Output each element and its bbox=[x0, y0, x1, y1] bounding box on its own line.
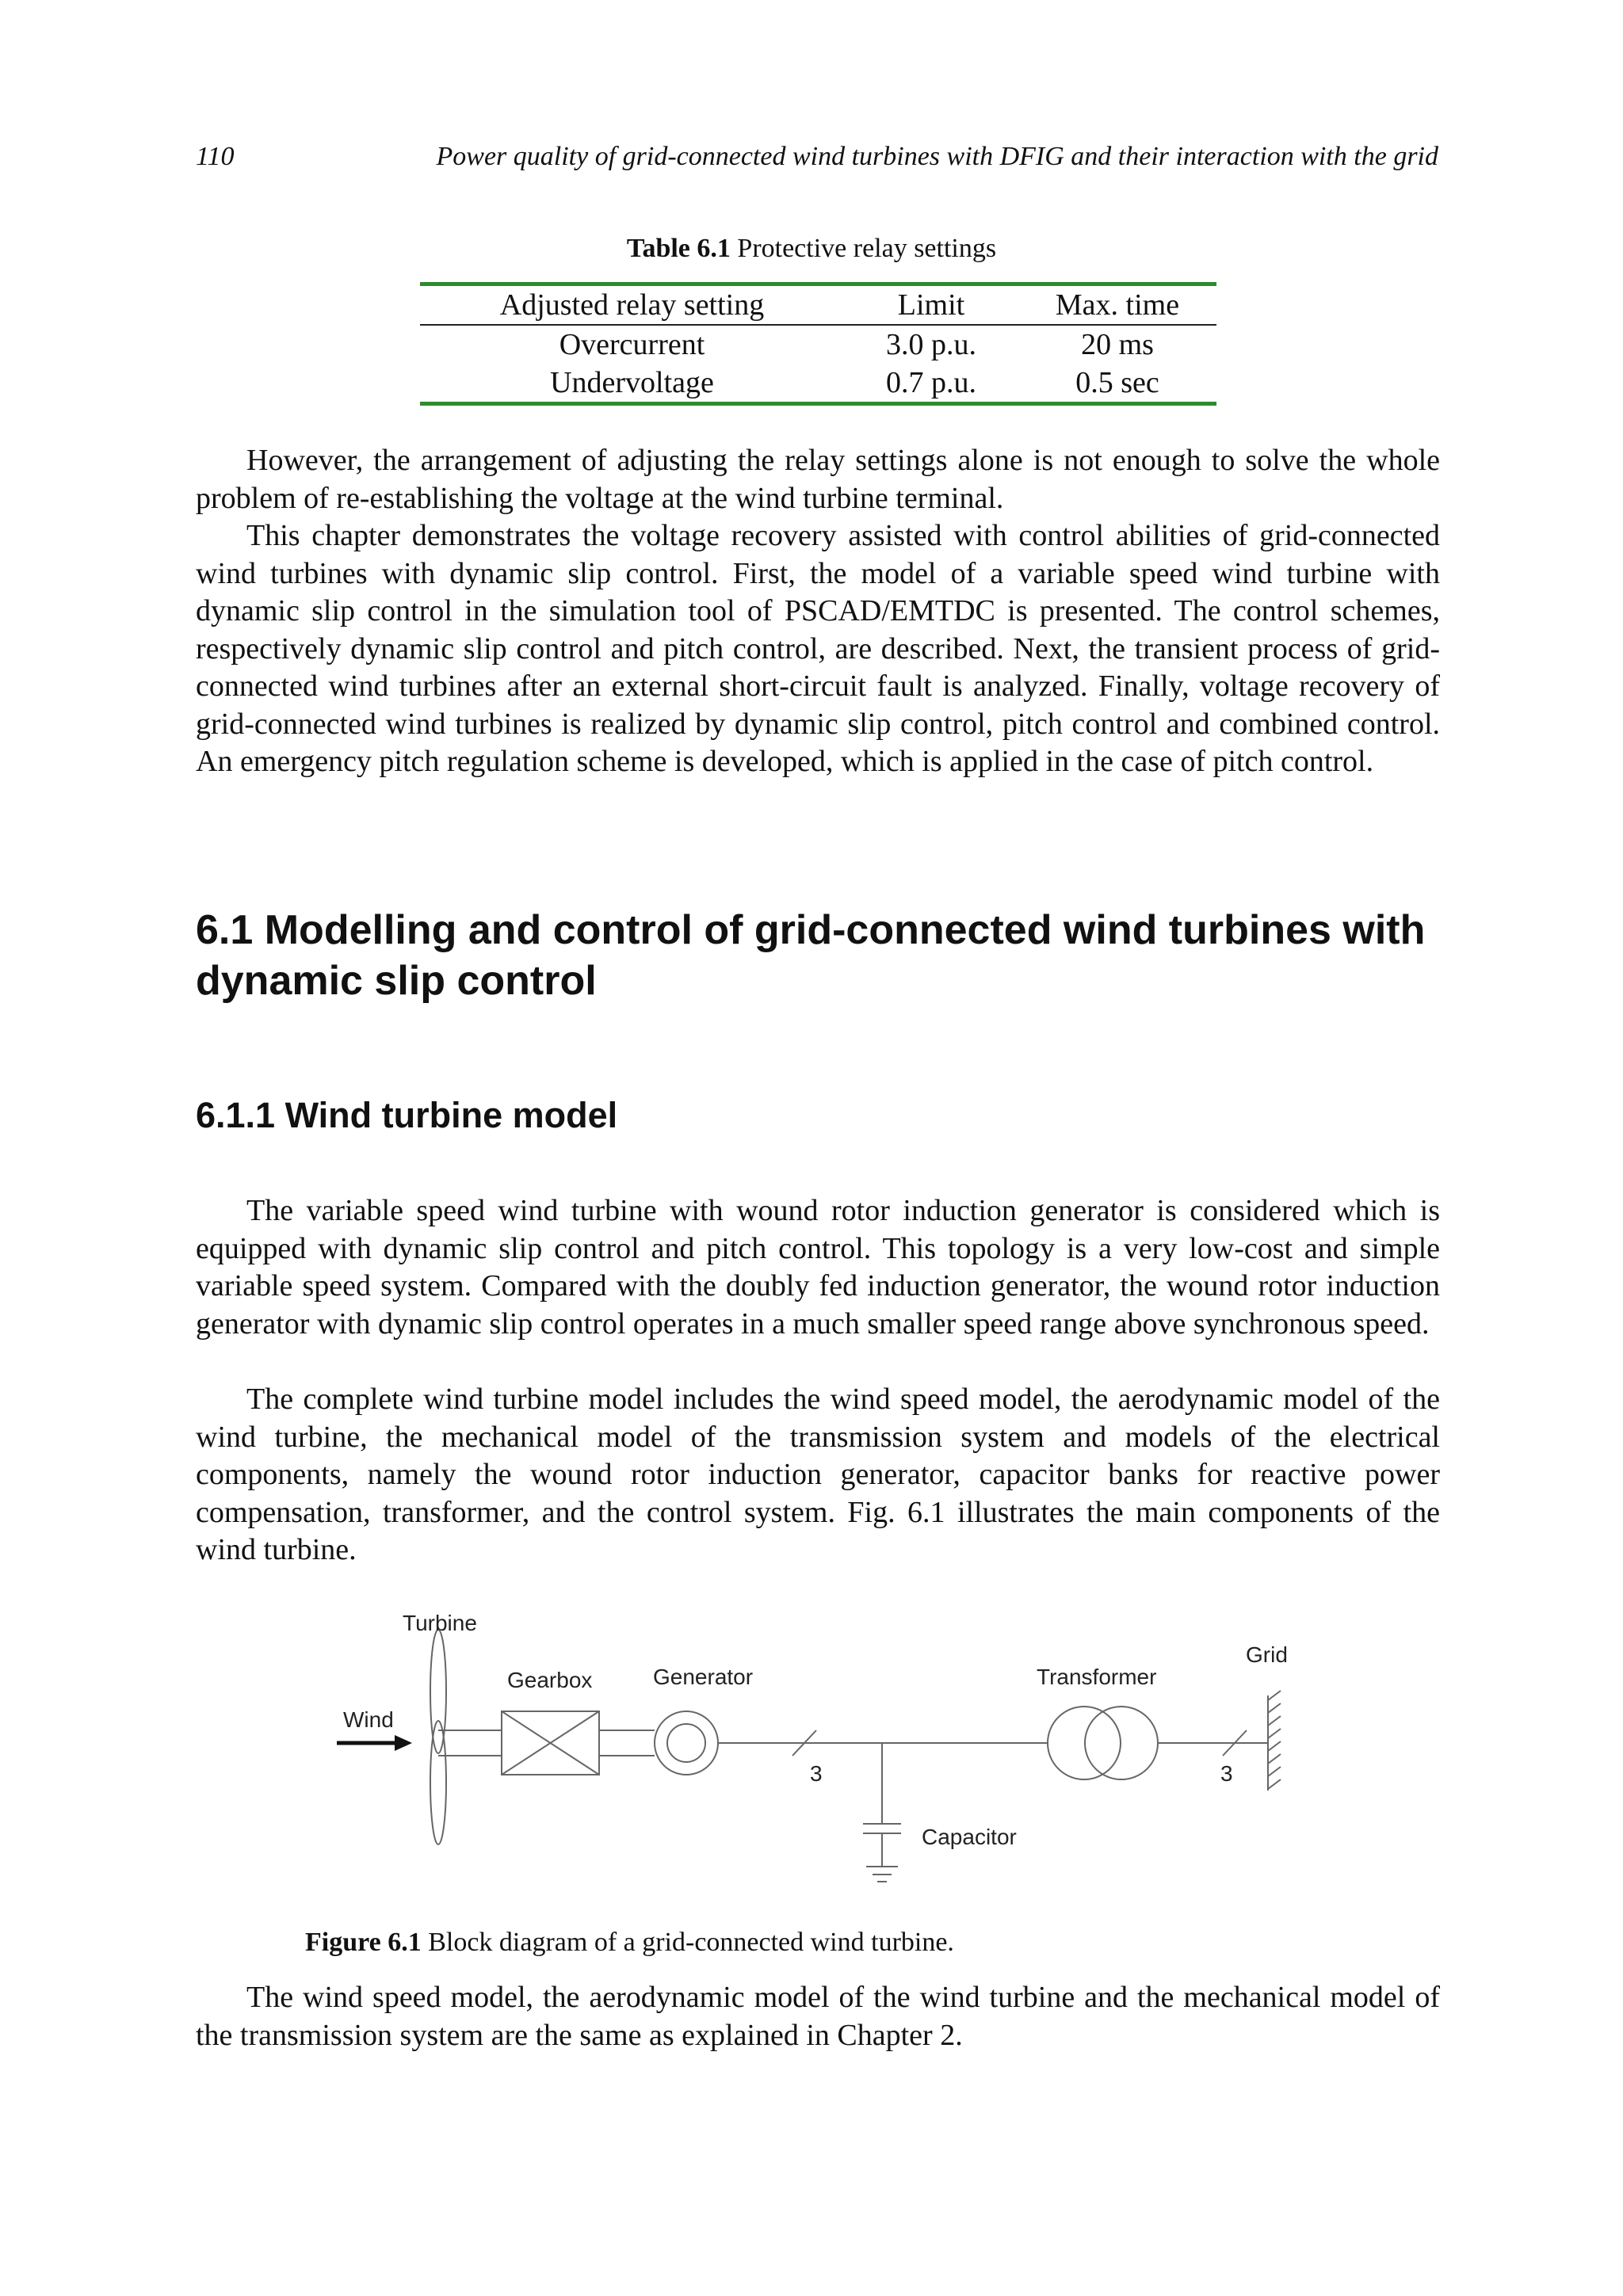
grid-hatch-icon bbox=[1268, 1691, 1281, 1789]
column-header: Max. time bbox=[1055, 288, 1180, 322]
capacitor-label: Capacitor bbox=[922, 1825, 1017, 1849]
relay-settings-table bbox=[420, 282, 1216, 406]
page-number: 110 bbox=[196, 142, 235, 171]
subsection-heading: 6.1.1 Wind turbine model bbox=[196, 1095, 618, 1135]
generator-rotor-icon bbox=[667, 1724, 705, 1762]
table-cell: 20 ms bbox=[1081, 328, 1154, 361]
paragraph: The complete wind turbine model includes the wind speed model, the aerodynamic model of the wind turbine, the mechanical model of the transmission system and models of the electrical components, namely the wound rotor induction generator, capacitor banks for reactive power compensation, transformer, and the control system. Fig. 6.1 illustrates the main components of the wind turbine. bbox=[196, 1383, 1440, 1566]
table-caption bbox=[0, 230, 1623, 268]
wind-arrow-icon bbox=[337, 1735, 412, 1751]
table-cell: 3.0 p.u. bbox=[886, 328, 976, 361]
table-bottom-rule bbox=[420, 402, 1216, 406]
wind-label: Wind bbox=[343, 1707, 394, 1732]
grid-label: Grid bbox=[1246, 1642, 1288, 1667]
table-cell: Undervoltage bbox=[550, 366, 714, 399]
table-caption-label: Table 6.1 bbox=[626, 234, 731, 263]
turbine-label: Turbine bbox=[403, 1611, 477, 1635]
table-cell: 0.5 sec bbox=[1075, 366, 1159, 399]
running-header bbox=[196, 136, 1438, 177]
phase-count-label: 3 bbox=[1220, 1761, 1233, 1786]
table-caption-text: Protective relay settings bbox=[737, 234, 997, 263]
transformer-label: Transformer bbox=[1037, 1665, 1157, 1689]
paragraph: This chapter demonstrates the voltage recovery assisted with control abilities of grid-connected wind turbines with dynamic slip control. First, the model of a variable speed wind turbine with dynamic slip control in the simulation tool of PSCAD/EMTDC is presented. The control schemes, respectively dynamic slip control and pitch control, are described. Next, the transient process of grid-connected wind turbines after an external short-circuit fault is analyzed. Finally, voltage recovery of grid-connected wind turbines is realized by dynamic slip control, pitch control and combined control. An emergency pitch regulation scheme is developed, which is applied in the case of pitch control. bbox=[196, 519, 1440, 778]
generator-label: Generator bbox=[653, 1665, 754, 1689]
figure-caption-text: Block diagram of a grid-connected wind turbine. bbox=[428, 1928, 954, 1957]
phase-count-label: 3 bbox=[810, 1761, 823, 1786]
table-header-row bbox=[420, 286, 1216, 324]
generator-icon bbox=[655, 1711, 718, 1775]
wind-turbine-block-diagram bbox=[317, 1600, 1308, 1901]
paragraph: However, the arrangement of adjusting the relay settings alone is not enough to solve the whole problem of re-establishing the voltage at the wind turbine terminal. bbox=[196, 444, 1440, 515]
table-cell: 0.7 p.u. bbox=[886, 366, 976, 399]
table-row bbox=[420, 364, 1216, 402]
gearbox-label: Gearbox bbox=[507, 1668, 593, 1692]
figure-caption-label: Figure 6.1 bbox=[305, 1928, 422, 1957]
turbine-blade-lower-icon bbox=[430, 1721, 446, 1844]
running-title: Power quality of grid-connected wind turbines with DFIG and their interaction with the grid bbox=[436, 142, 1438, 171]
paragraph: The variable speed wind turbine with wound rotor induction generator is considered which is equipped with dynamic slip control and pitch control. This topology is a very low-cost and simple variable speed system. Compared with the doubly fed induction generator, the wound rotor induction generator with dynamic slip control operates in a much smaller speed range above synchronous speed. bbox=[196, 1194, 1440, 1341]
column-header: Adjusted relay setting bbox=[499, 288, 765, 322]
table-row bbox=[420, 326, 1216, 364]
column-header: Limit bbox=[897, 288, 965, 322]
paragraph: The wind speed model, the aerodynamic model of the wind turbine and the mechanical model of the transmission system are the same as explained in Chapter 2. bbox=[196, 1981, 1440, 2052]
section-heading: 6.1 Modelling and control of grid-connected wind turbines with dynamic slip control bbox=[196, 907, 1426, 1004]
figure-caption bbox=[305, 1924, 954, 1962]
table-cell: Overcurrent bbox=[559, 328, 705, 361]
